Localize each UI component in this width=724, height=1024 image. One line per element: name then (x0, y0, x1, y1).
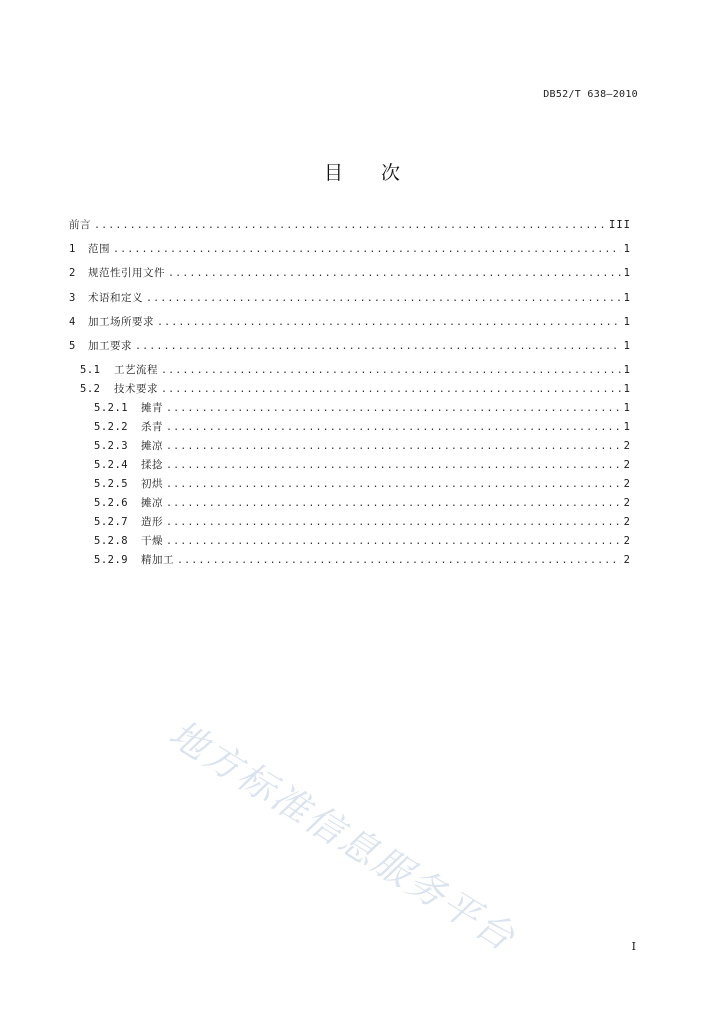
toc-entry-number: 5 (69, 339, 76, 352)
toc-entry-number: 5.2.3 (94, 440, 129, 453)
toc-entry-label: 初烘 (141, 478, 163, 491)
toc-entry-preface[interactable] (69, 217, 631, 241)
dot-leader (166, 403, 621, 414)
toc-title: 目次 (323, 162, 438, 184)
dot-leader (135, 341, 621, 352)
toc-entry-number: 5.2.6 (94, 497, 129, 510)
toc-entry-page: 2 (623, 554, 631, 567)
dot-leader (161, 365, 621, 376)
toc-entry-page: 2 (623, 459, 631, 472)
toc-entry-number: 1 (69, 243, 76, 256)
dot-leader (113, 244, 621, 255)
toc-entry-label: 技术要求 (114, 383, 158, 396)
toc-entry-page: 1 (623, 315, 631, 328)
toc-entry-label: 前言 (69, 219, 91, 231)
toc-entry-label: 杀青 (141, 421, 163, 434)
toc-entry-page: 2 (623, 497, 631, 510)
dot-leader (166, 498, 621, 509)
toc-entry-5-2-9[interactable] (69, 552, 631, 571)
toc-entry-section-4[interactable] (69, 314, 631, 338)
toc-entry-label: 摊青 (141, 402, 163, 415)
dot-leader (166, 536, 621, 547)
toc-entry-page: 1 (623, 383, 631, 396)
toc-entry-number: 5.2 (80, 383, 101, 396)
toc-entry-number: 5.2.8 (94, 535, 129, 548)
toc-entry-number: 5.2.4 (94, 459, 129, 472)
toc-entry-section-5[interactable] (69, 338, 631, 362)
toc-entry-page: 1 (623, 364, 631, 377)
toc-entry-5-2[interactable] (69, 381, 631, 400)
toc-entry-label: 工艺流程 (114, 364, 158, 377)
toc-entry-page: 1 (623, 267, 631, 280)
toc-entry-page: 1 (623, 291, 631, 304)
toc-entry-5-1[interactable] (69, 362, 631, 381)
table-of-contents (69, 217, 631, 571)
toc-entry-page: 1 (623, 402, 631, 415)
page-number: I (631, 940, 636, 953)
toc-entry-number: 4 (69, 315, 76, 328)
toc-entry-number: 5.1 (80, 364, 101, 377)
toc-entry-page: III (609, 219, 631, 231)
toc-entry-5-2-1[interactable] (69, 400, 631, 419)
dot-leader (157, 317, 621, 328)
dot-leader (94, 220, 606, 231)
dot-leader (177, 555, 621, 566)
toc-entry-5-2-2[interactable] (69, 419, 631, 438)
toc-entry-label: 加工场所要求 (88, 315, 154, 328)
toc-entry-number: 3 (69, 291, 76, 304)
dot-leader (161, 384, 621, 395)
toc-entry-5-2-6[interactable] (69, 495, 631, 514)
toc-entry-label: 造形 (141, 516, 163, 529)
document-code: DB52/T 638—2010 (543, 89, 638, 100)
toc-entry-page: 2 (623, 535, 631, 548)
toc-entry-label: 干燥 (141, 535, 163, 548)
toc-entry-5-2-4[interactable] (69, 457, 631, 476)
toc-entry-page: 1 (623, 421, 631, 434)
toc-entry-number: 5.2.7 (94, 516, 129, 529)
dot-leader (166, 422, 621, 433)
toc-entry-section-3[interactable] (69, 290, 631, 314)
toc-entry-label: 揉捻 (141, 459, 163, 472)
dot-leader (166, 479, 621, 490)
toc-entry-5-2-5[interactable] (69, 476, 631, 495)
toc-entry-number: 5.2.9 (94, 554, 129, 567)
toc-entry-label: 摊凉 (141, 497, 163, 510)
toc-entry-number: 5.2.5 (94, 478, 129, 491)
dot-leader (168, 268, 621, 279)
toc-entry-page: 1 (623, 243, 631, 256)
toc-entry-page: 1 (623, 339, 631, 352)
toc-entry-label: 摊凉 (141, 440, 163, 453)
toc-entry-section-1[interactable] (69, 241, 631, 265)
toc-entry-label: 术语和定义 (88, 291, 143, 304)
toc-entry-5-2-8[interactable] (69, 533, 631, 552)
toc-entry-page: 2 (623, 516, 631, 529)
toc-entry-section-2[interactable] (69, 265, 631, 289)
dot-leader (166, 441, 621, 452)
toc-entry-label: 精加工 (141, 554, 174, 567)
toc-entry-label: 范围 (88, 243, 110, 256)
toc-entry-page: 2 (623, 478, 631, 491)
toc-entry-page: 2 (623, 440, 631, 453)
dot-leader (166, 460, 621, 471)
toc-entry-5-2-7[interactable] (69, 514, 631, 533)
watermark: 地方标准信息服务平台 (161, 711, 524, 961)
dot-leader (166, 517, 621, 528)
dot-leader (146, 293, 621, 304)
toc-entry-number: 5.2.1 (94, 402, 129, 415)
toc-entry-number: 5.2.2 (94, 421, 129, 434)
toc-entry-label: 规范性引用文件 (88, 267, 165, 280)
toc-entry-5-2-3[interactable] (69, 438, 631, 457)
toc-entry-number: 2 (69, 267, 76, 280)
toc-entry-label: 加工要求 (88, 339, 132, 352)
